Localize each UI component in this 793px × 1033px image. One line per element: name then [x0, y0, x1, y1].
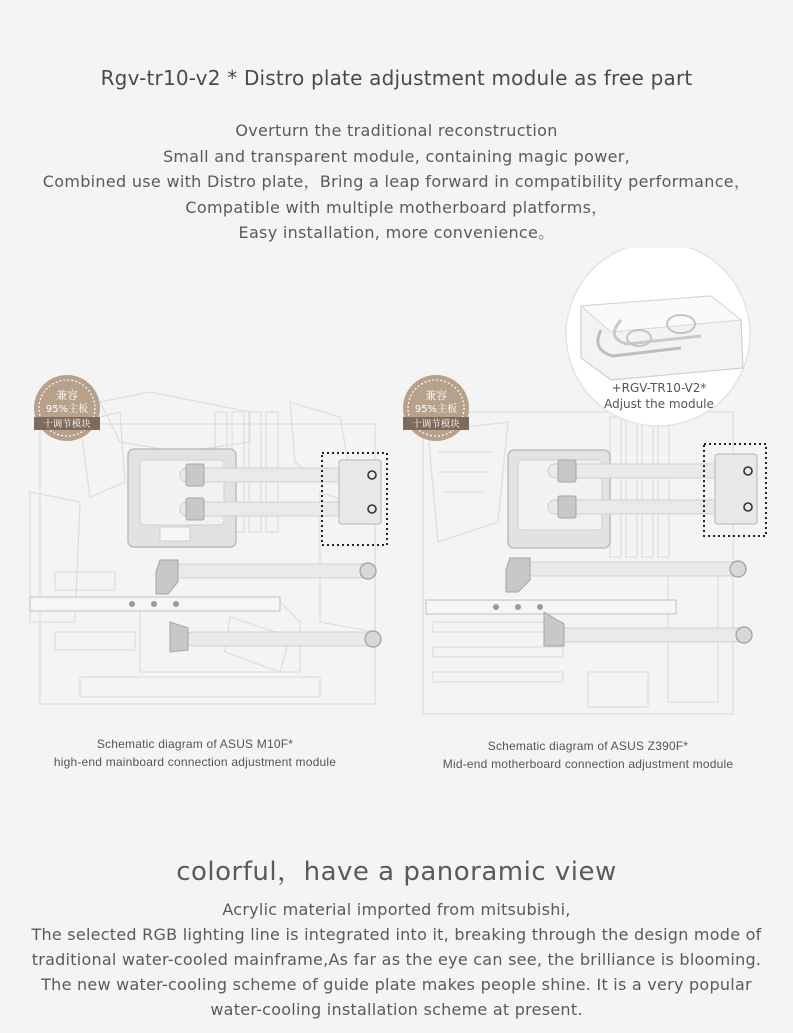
page-title: Rgv-tr10-v2 * Distro plate adjustment module as free part	[100, 66, 693, 90]
intro-line: Compatible with multiple motherboard platforms，	[185, 197, 608, 217]
module-caption	[580, 380, 738, 412]
module-label: Adjust the module	[604, 397, 714, 411]
body-line: traditional water-cooled mainframe,As far as the eye can see, the brilliance is blooming.	[31, 950, 762, 969]
intro-line: Small and transparent module, containing magic power,	[162, 146, 631, 166]
intro-text	[0, 118, 793, 246]
compatibility-badge-left	[34, 375, 100, 441]
caption-left-line2: high-end mainboard connection adjustment module	[53, 755, 337, 769]
caption-right	[412, 737, 764, 773]
intro-line: Combined use with Distro plate，Bring a leap forward in compatibility performance，	[42, 172, 751, 191]
badge-line1: 兼容	[425, 389, 447, 402]
body-line: The new water-cooling scheme of guide plate makes people shine. It is a very popular	[41, 975, 752, 994]
caption-left	[20, 735, 370, 771]
asus-m10f-schematic	[20, 372, 392, 722]
badge-line1: 兼容	[56, 389, 78, 402]
section-body	[0, 897, 793, 1022]
compatibility-badge-right	[403, 375, 469, 441]
adjustment-module-image	[581, 296, 743, 380]
caption-left-line1: Schematic diagram of ASUS M10F*	[96, 737, 294, 751]
section-heading: colorful，have a panoramic view	[176, 857, 617, 887]
module-name: +RGV-TR10-V2*	[611, 381, 707, 395]
caption-right-line2: Mid-end motherboard connection adjustment module	[442, 757, 734, 771]
badge-line3: 十调节模块	[43, 419, 91, 430]
badge-line2: 95%主板	[414, 404, 458, 415]
badge-line3: 十调节模块	[412, 419, 460, 430]
caption-right-line1: Schematic diagram of ASUS Z390F*	[487, 739, 689, 753]
intro-line: Easy installation, more convenience。	[238, 223, 555, 242]
badge-line2: 95%主板	[45, 404, 89, 415]
body-line: Acrylic material imported from mitsubishi,	[222, 900, 571, 919]
body-line: The selected RGB lighting line is integrated into it, breaking through the design mode of	[31, 925, 762, 944]
intro-line: Overturn the traditional reconstruction	[235, 121, 558, 140]
body-line: water-cooling installation scheme at present.	[210, 1000, 583, 1019]
